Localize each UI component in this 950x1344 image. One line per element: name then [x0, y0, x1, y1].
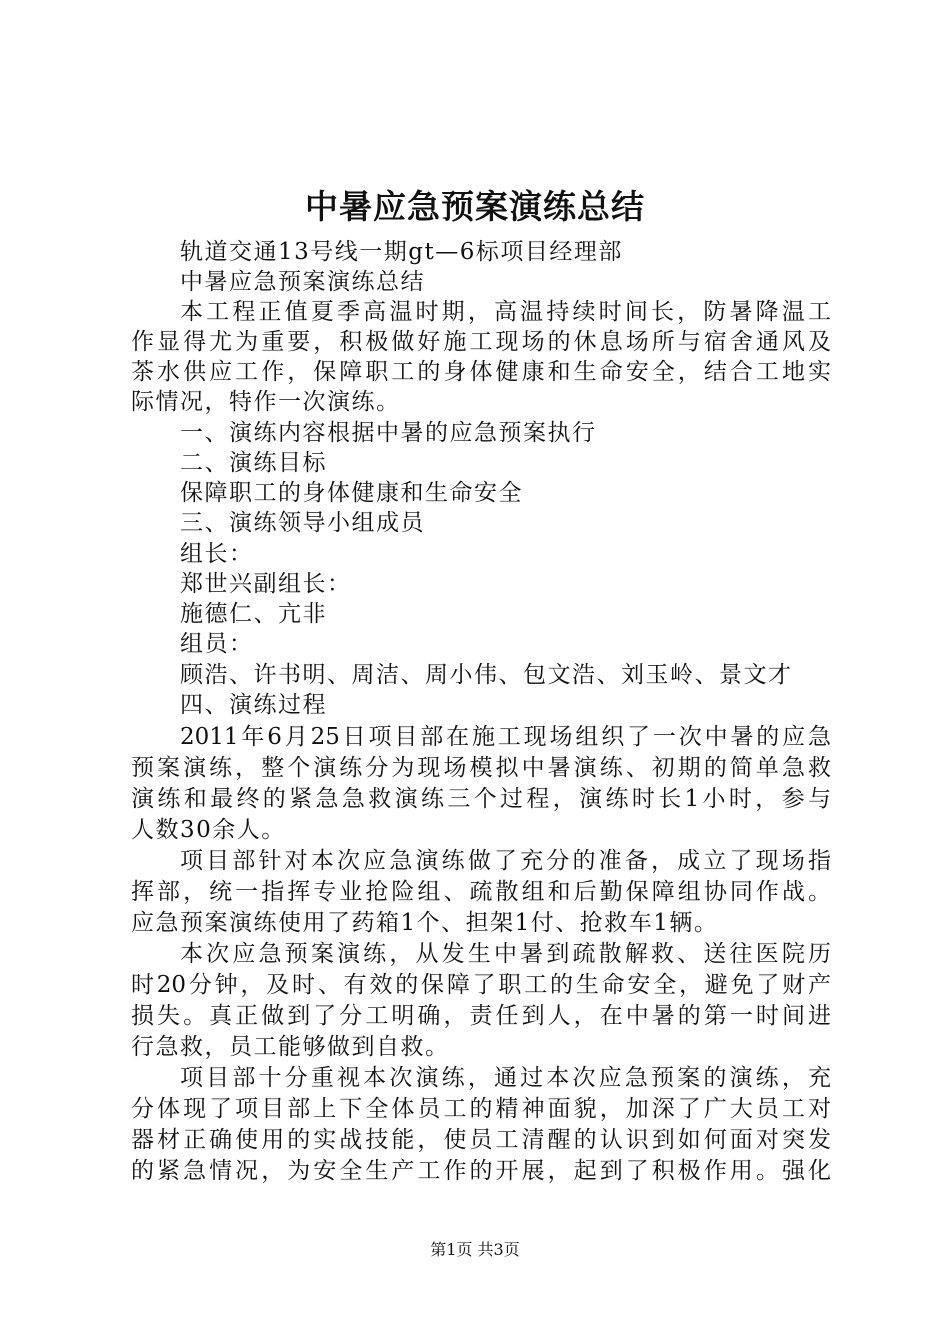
text-line: 作显得尤为重要，积极做好施工现场的休息场所与宿舍通风及 [131, 329, 831, 355]
text-line: 的紧急情况，为安全生产工作的开展，起到了积极作用。强化 [131, 1158, 831, 1184]
text-line: 应急预案演练使用了药箱1个、担架1付、抢救车1辆。 [131, 910, 719, 936]
text-line: 轨道交通13号线一期gt—6标项目经理部 [180, 239, 623, 265]
text-line: 项目部针对本次应急演练做了充分的准备，成立了现场指 [180, 848, 831, 874]
text-line: 本工程正值夏季高温时期，高温持续时间长，防暑降温工 [180, 299, 831, 325]
text-line: 人数30余人。 [131, 817, 286, 843]
text-line: 组长： [180, 541, 254, 567]
text-line: 时20分钟，及时、有效的保障了职工的生命安全，避免了财产 [131, 972, 831, 998]
text-line: 挥部，统一指挥专业抢险组、疏散组和后勤保障组协同作战。 [131, 879, 831, 905]
text-line: 施德仁、亢非 [180, 601, 327, 627]
text-line: 中暑应急预案演练总结 [180, 269, 425, 295]
text-line: 四、演练过程 [180, 692, 327, 718]
text-line: 组员： [180, 631, 254, 657]
text-line: 郑世兴副组长： [180, 571, 352, 597]
text-line: 预案演练，整个演练分为现场模拟中暑演练、初期的简单急救 [131, 755, 831, 781]
text-line: 2011年6月25日项目部在施工现场组织了一次中暑的应急 [180, 724, 831, 750]
text-line: 损失。真正做到了分工明确，责任到人，在中暑的第一时间进 [131, 1003, 831, 1029]
text-line: 分体现了项目部上下全体员工的精神面貌，加深了广大员工对 [131, 1096, 831, 1122]
text-line: 演练和最终的紧急急救演练三个过程，演练时长1小时，参与 [131, 786, 831, 812]
text-line: 本次应急预案演练，从发生中暑到疏散解救、送往医院历 [180, 941, 831, 967]
text-line: 茶水供应工作，保障职工的身体健康和生命安全，结合工地实 [131, 359, 831, 385]
document-title: 中暑应急预案演练总结 [305, 187, 645, 226]
text-line: 三、演练领导小组成员 [180, 510, 425, 536]
text-line: 二、演练目标 [180, 450, 327, 476]
text-line: 行急救，员工能够做到自救。 [131, 1034, 450, 1060]
page-number: 第1页 共3页 [430, 1240, 520, 1259]
text-line: 保障职工的身体健康和生命安全 [180, 480, 523, 506]
text-line: 际情况，特作一次演练。 [131, 389, 401, 415]
text-line: 顾浩、许书明、周洁、周小伟、包文浩、刘玉岭、景文才 [180, 662, 793, 688]
text-line: 一、演练内容根据中暑的应急预案执行 [180, 420, 597, 446]
text-line: 项目部十分重视本次演练，通过本次应急预案的演练，充 [180, 1065, 831, 1091]
text-line: 器材正确使用的实战技能，使员工清醒的认识到如何面对突发 [131, 1127, 831, 1153]
